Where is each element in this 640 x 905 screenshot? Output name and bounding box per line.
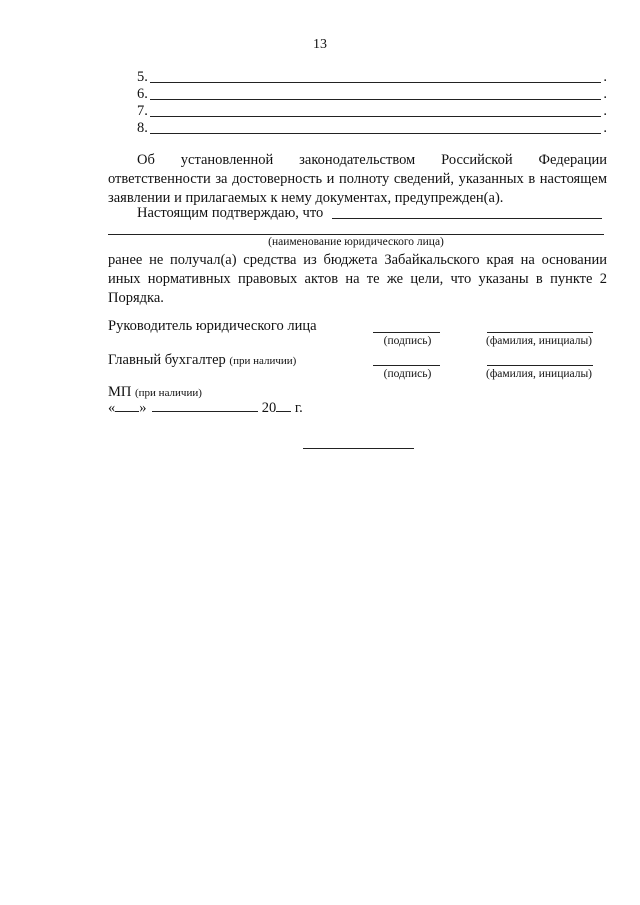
fill-in-rule <box>150 133 601 134</box>
blank-line-6 <box>137 86 607 103</box>
line-number: 7. <box>137 103 148 119</box>
year-suffix: г. <box>294 400 303 416</box>
blank-line-5 <box>137 69 607 86</box>
fill-in-rule <box>150 99 601 100</box>
confirm-label: Настоящим подтверждаю, что <box>137 205 324 221</box>
line-end-period: . <box>603 69 607 85</box>
line-number: 6. <box>137 86 148 102</box>
page-number: 13 <box>313 37 327 52</box>
confirm-paragraph: ранее не получал(а) средства из бюджета Забайкальского края на основании иных нормативных правовых актов на те же цели, что указаны в пункте 2 Порядка. <box>108 252 607 306</box>
accountant-label: Главный бухгалтер <box>108 352 226 368</box>
fill-in-rule <box>150 82 601 83</box>
month-rule <box>152 400 258 412</box>
line-end-period: . <box>603 103 607 119</box>
line-number: 5. <box>137 69 148 85</box>
accountant-name-caption: (фамилия, инициалы) <box>485 368 593 380</box>
accountant-signature-caption: (подпись) <box>383 368 432 380</box>
accountant-note: (при наличии) <box>229 355 297 367</box>
fill-in-rule <box>150 116 601 117</box>
year-rule <box>276 400 291 412</box>
blank-line-8 <box>137 120 607 137</box>
date-open-quote: « <box>108 400 116 416</box>
year-prefix: 20 <box>261 400 277 416</box>
responsibility-paragraph: Об установленной законодательством Российской Федерации ответственности за достоверность и полноту сведений, указанных в настоящем заявлении и прилагаемых к нему документах, предупрежден(а). <box>108 152 607 206</box>
accountant-signature-rule <box>373 365 440 366</box>
head-signature-rule <box>373 332 440 333</box>
entity-name-rule-2 <box>108 234 604 235</box>
day-rule <box>115 400 139 412</box>
end-rule <box>303 448 414 449</box>
stamp-note: (при наличии) <box>135 387 202 399</box>
date-line <box>108 400 303 417</box>
stamp-label: МП <box>108 384 132 400</box>
head-name-rule <box>487 332 593 333</box>
line-end-period: . <box>603 120 607 136</box>
date-close-quote: » <box>139 400 147 416</box>
head-label: Руководитель юридического лица <box>108 318 317 334</box>
line-end-period: . <box>603 86 607 102</box>
blank-line-7 <box>137 103 607 120</box>
accountant-name-rule <box>487 365 593 366</box>
entity-caption: (наименование юридического лица) <box>268 236 444 248</box>
stamp-row <box>108 384 202 401</box>
accountant-label-row <box>108 352 296 369</box>
head-name-caption: (фамилия, инициалы) <box>485 335 593 347</box>
line-number: 8. <box>137 120 148 136</box>
entity-name-rule <box>332 218 602 219</box>
head-signature-caption: (подпись) <box>383 335 432 347</box>
